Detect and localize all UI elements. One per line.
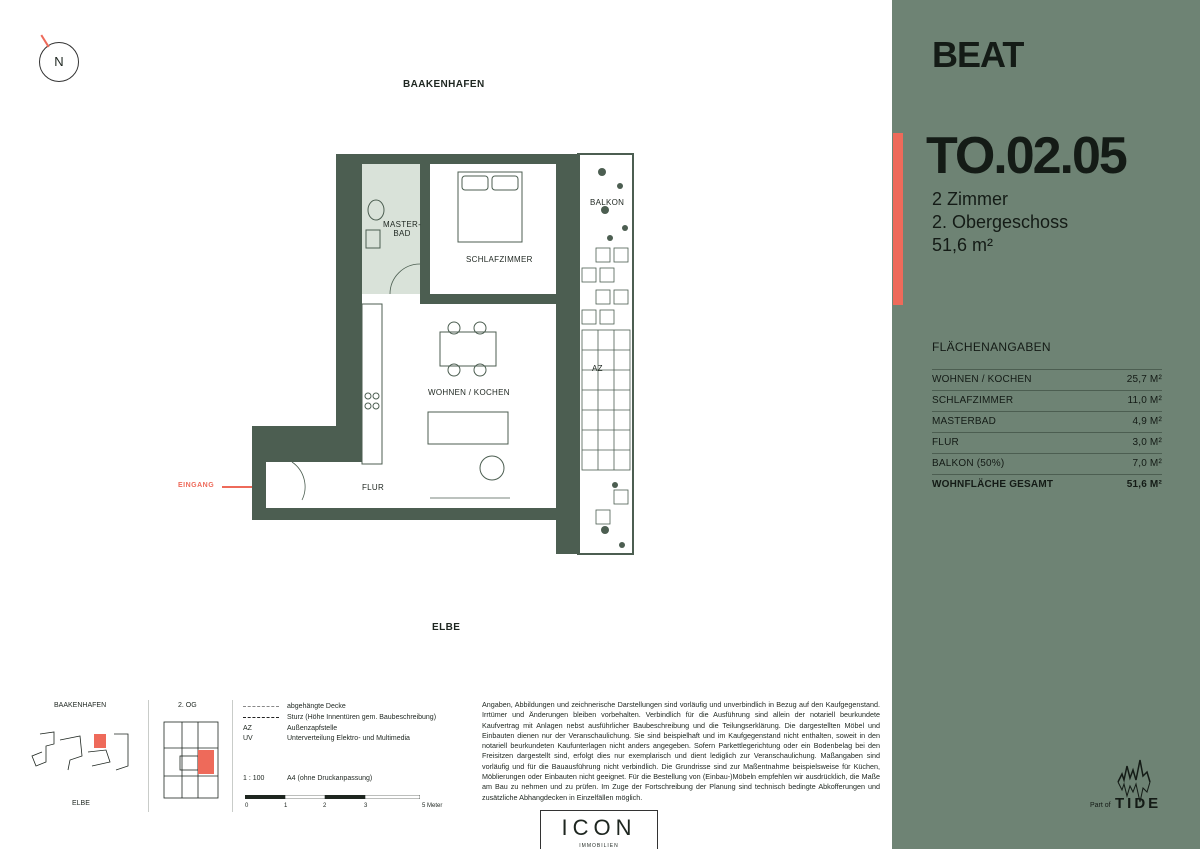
- legend-code: AZ: [243, 725, 252, 732]
- scale-bar: [245, 795, 420, 799]
- disclaimer: Angaben, Abbildungen und zeichnerische Darstellungen sind vorläufig und unverbindlich in Bezug auf den Kaufgegenstand. Irrtümer und Änderungen bleiben vorbehalten. Verbindlich für die Ausführung sind allein der notariell beurkundete Kaufvertrag mit Anlagen nebst ausführlicher Baubeschreibung und die Teilungserklärung. Die dargestellten Möbel und Einbauten dienen nur der Veranschaulichung. Sie sind beispielhaft und im Kaufgegenstand nicht enthalten, soweit in den notariell beurkundeten Kaufunterlagen nicht anders angegeben. Sofern Parkettlegerichtung oder ein Bodenbelag bei den Freisitzen dargestellt sind, erfolgt dies nur exemplarisch und dient lediglich zur Veranschaulichung. Maßangaben sind vorläufig und für die Bauausführung nicht verbindlich. Die Grundrisse sind zur Maßentnahme beispielsweise für Küchen, Möblierungen oder Einbauten nicht geeignet. Für die Bestellung von (Einbau-)Möbeln empfehlen wir ausdrücklich, die Maße am Bau zu nehmen und zu prüfen. Im Zuge der Fortschreibung der Planung sind technisch bedingte Abkofferungen und zusätzliche Abhangdecken in Einzelfällen möglich.: [482, 700, 880, 802]
- scale-row: [243, 775, 372, 782]
- logo-main: ICON: [561, 815, 637, 840]
- legend-text: abgehängte Decke: [287, 703, 346, 710]
- partner-name: TIDE: [1115, 795, 1162, 812]
- area-label: MASTERBAD: [932, 416, 997, 427]
- area-label: BALKON (50%): [932, 458, 1005, 469]
- legend-text: Sturz (Höhe Innentüren gem. Baubeschreibung): [287, 714, 437, 721]
- brand-logo: BEAT: [932, 34, 1024, 75]
- keyplan-floor: 2. OG: [178, 702, 197, 709]
- unit-area: 51,6 m²: [932, 235, 994, 255]
- area-value: 3,0 M²: [1132, 437, 1162, 448]
- area-total-value: 51,6 M²: [1126, 479, 1162, 490]
- partner-prefix: Part of: [1090, 802, 1111, 809]
- room-wohnen: WOHNEN / KOCHEN: [428, 388, 510, 397]
- area-total-row: [932, 474, 1162, 495]
- compass-needle-icon: [40, 35, 49, 48]
- room-masterbad: MASTER- BAD: [383, 220, 422, 238]
- scale-ratio: 1 : 100: [243, 775, 265, 782]
- room-schlafzimmer: SCHLAFZIMMER: [466, 255, 533, 264]
- unit-id: TO.02.05: [926, 127, 1126, 185]
- floor-plan: [240, 150, 650, 570]
- room-balkon: BALKON: [590, 198, 625, 207]
- unit-rooms: 2 Zimmer: [932, 189, 1008, 209]
- accent-bar: [893, 133, 903, 305]
- compass-label: N: [54, 54, 64, 69]
- area-total-label: WOHNFLÄCHE GESAMT: [932, 479, 1054, 490]
- area-table: [932, 369, 1162, 495]
- area-row: [932, 411, 1162, 432]
- legend-code: UV: [243, 735, 253, 742]
- area-row: [932, 432, 1162, 453]
- legend-text: Unterverteilung Elektro- und Multimedia: [287, 735, 410, 742]
- scale-tick: 2: [323, 803, 327, 809]
- area-value: 4,9 M²: [1132, 416, 1162, 427]
- area-row: [932, 453, 1162, 474]
- compass: [39, 42, 79, 82]
- area-label: SCHLAFZIMMER: [932, 395, 1014, 406]
- scale-tick: 5 Meter: [422, 803, 443, 809]
- area-label: FLUR: [932, 437, 959, 448]
- north-label: BAAKENHAFEN: [403, 79, 485, 90]
- area-row: [932, 390, 1162, 411]
- legend-text: Außenzapfstelle: [287, 725, 338, 732]
- scale-tick: 3: [364, 803, 368, 809]
- keyplan-north: BAAKENHAFEN: [54, 702, 107, 709]
- entry-marker: [222, 486, 252, 488]
- entry-label: EINGANG: [178, 482, 215, 489]
- legend-row: [243, 714, 436, 721]
- area-label: WOHNEN / KOCHEN: [932, 374, 1032, 385]
- legend-dotted-icon: [243, 717, 279, 718]
- south-label: ELBE: [432, 622, 461, 633]
- area-value: 7,0 M²: [1132, 458, 1162, 469]
- legend-row: [243, 725, 337, 732]
- keyplan-south: ELBE: [72, 800, 90, 807]
- floor-keyplan: [162, 720, 220, 800]
- area-value: 25,7 M²: [1126, 374, 1162, 385]
- legend-row: [243, 735, 410, 742]
- area-value: 11,0 M²: [1127, 395, 1162, 406]
- scale-tick: 0: [245, 803, 249, 809]
- scale-paper: A4 (ohne Druckanpassung): [287, 775, 373, 782]
- scale-tick: 1: [284, 803, 288, 809]
- legend-row: [243, 703, 346, 710]
- legend-dashed-icon: [243, 706, 279, 707]
- az-label: AZ: [592, 364, 603, 373]
- logo-sub: IMMOBILIEN: [579, 843, 619, 849]
- area-row: [932, 369, 1162, 390]
- room-flur: FLUR: [362, 483, 385, 492]
- unit-floor: 2. Obergeschoss: [932, 212, 1069, 232]
- site-keyplan: [30, 722, 140, 782]
- divider: [148, 700, 149, 812]
- divider: [232, 700, 233, 812]
- areas-title: FLÄCHENANGABEN: [932, 340, 1051, 354]
